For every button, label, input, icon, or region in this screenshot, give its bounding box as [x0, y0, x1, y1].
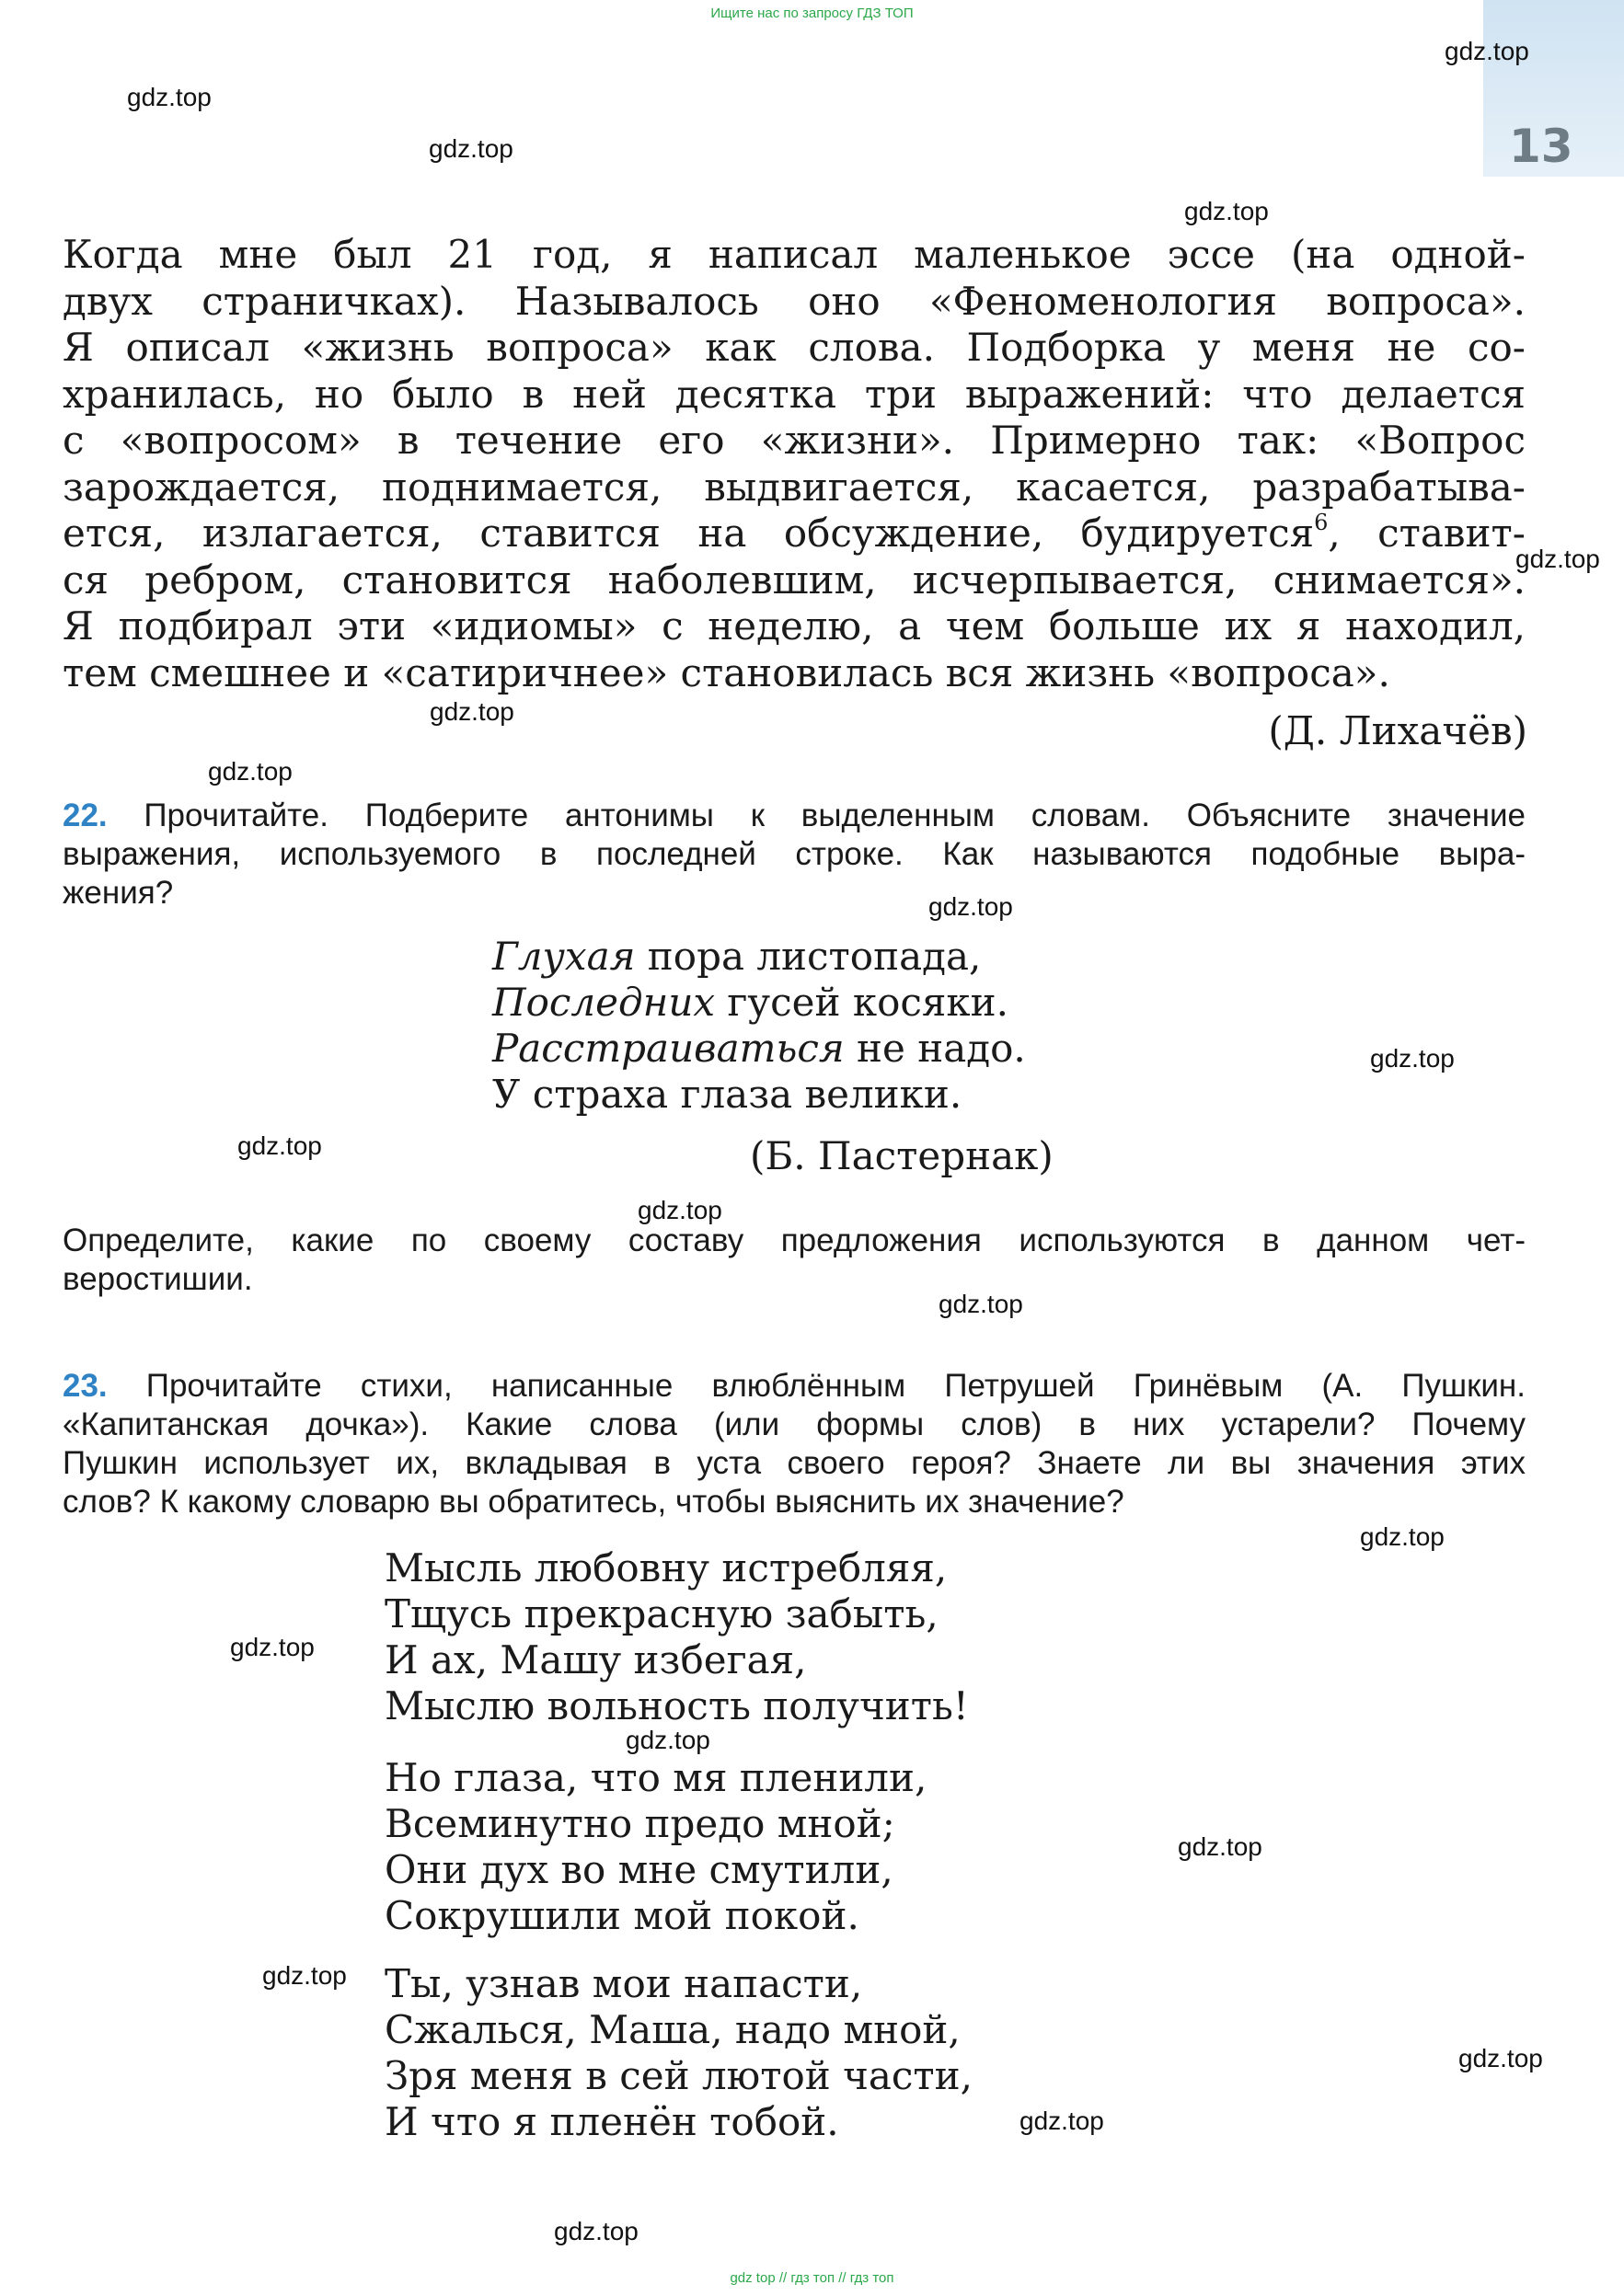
poem-pasternak	[492, 934, 1026, 1118]
poem-line: У страха глаза велики.	[492, 1072, 962, 1117]
watermark: gdz.top	[208, 757, 293, 786]
essay-author: (Д. Лихачёв)	[1268, 708, 1527, 753]
poem-line: И что я пленён тобой.	[385, 2099, 839, 2144]
watermark: gdz.top	[230, 1633, 315, 1661]
task-line	[63, 1367, 1526, 1406]
watermark: gdz.top	[262, 1961, 347, 1990]
highlighted-word: Расстраиваться	[492, 1026, 845, 1071]
task-text: Прочитайте. Подберите антонимы к выделенным словам. Объясните значение	[107, 798, 1526, 833]
task-text: Прочитайте стихи, написанные влюблённым Петрушей Гринёвым (А. Пушкин.	[107, 1368, 1526, 1404]
watermark: gdz.top	[554, 2217, 639, 2245]
essay-line: двух страничках). Называлось оно «Феноменология вопроса».	[63, 278, 1526, 324]
poem-line: Всеминутно предо мной;	[385, 1801, 895, 1846]
essay-line	[63, 511, 1526, 557]
poem-line: Сжалься, Маша, надо мной,	[385, 2007, 961, 2052]
watermark: gdz.top	[1178, 1832, 1262, 1861]
poem-line: Мыслю вольность получить!	[385, 1683, 969, 1728]
watermark: gdz.top	[626, 1726, 710, 1754]
task-line: Определите, какие по своему составу предложения используются в данном чет-	[63, 1223, 1526, 1258]
watermark: gdz.top	[430, 697, 514, 726]
poem-grinev-stanza	[385, 1755, 927, 1939]
watermark: gdz.top	[1445, 37, 1529, 65]
essay-line: Я описал «жизнь вопроса» как слова. Подборка у меня не со-	[63, 325, 1526, 370]
watermark: gdz.top	[638, 1196, 722, 1224]
highlighted-word: Последних	[492, 980, 716, 1025]
watermark: gdz.top	[1360, 1522, 1445, 1551]
task-line: жения?	[63, 875, 174, 911]
essay-line: зарождается, поднимается, выдвигается, касается, разрабатыва-	[63, 464, 1526, 510]
essay-line: ся ребром, становится наболевшим, исчерпывается, снимается».	[63, 557, 1526, 603]
poem-grinev-stanza	[385, 1961, 973, 2145]
task-line: слов? К какому словарю вы обратитесь, чтобы выяснить их значение?	[63, 1484, 1124, 1520]
poem-line	[492, 1026, 1026, 1072]
watermark: gdz.top	[1019, 2107, 1104, 2135]
task-line: «Капитанская дочка»). Какие слова (или формы слов) в них устарели? Почему	[63, 1406, 1526, 1442]
essay-line: хранилась, но было в ней десятка три выражений: что делается	[63, 371, 1526, 417]
task-number: 22.	[63, 798, 108, 833]
watermark: gdz.top	[1184, 197, 1269, 225]
task-line: веростишии.	[63, 1261, 253, 1297]
poem-line: Сокрушили мой покой.	[385, 1893, 859, 1938]
watermark: gdz.top	[1370, 1044, 1455, 1073]
poem-line: Зря меня в сей лютой части,	[385, 2053, 973, 2098]
watermark: gdz.top	[1458, 2044, 1543, 2072]
task-line: выражения, используемого в последней строке. Как называются подобные выра-	[63, 836, 1526, 872]
footnote-mark: 6	[1314, 510, 1329, 535]
poem-grinev-stanza	[385, 1545, 969, 1729]
poem-line: Мысль любовну истребляя,	[385, 1545, 948, 1590]
highlighted-word: Глухая	[492, 934, 636, 979]
poem-line	[492, 980, 1026, 1026]
essay-line: с «вопросом» в течение его «жизни». Примерно так: «Вопрос	[63, 418, 1526, 463]
essay-text	[63, 232, 1526, 696]
essay-line-part: ется, излагается, ставится на обсуждение, будируется	[63, 511, 1315, 556]
poem-line: Они дух во мне смутили,	[385, 1847, 893, 1892]
watermark: gdz.top	[1515, 545, 1600, 573]
task-line	[63, 797, 1526, 835]
poem-text: не надо.	[844, 1026, 1026, 1071]
poem-line: Тщусь прекрасную забыть,	[385, 1591, 939, 1636]
essay-line: Я подбирал эти «идиомы» с неделю, а чем больше их я находил,	[63, 603, 1526, 649]
page-number: 13	[1509, 120, 1573, 173]
essay-line-part: , ставит-	[1328, 511, 1526, 556]
task-line: Пушкин использует их, вкладывая в уста своего героя? Знаете ли вы значения этих	[63, 1445, 1526, 1481]
poem-line	[492, 934, 1026, 980]
watermark: gdz.top	[127, 83, 212, 111]
poem-line: И ах, Машу избегая,	[385, 1637, 807, 1682]
task-number: 23.	[63, 1368, 108, 1404]
top-notice: Ищите нас по запросу ГДЗ ТОП	[710, 6, 914, 21]
watermark: gdz.top	[939, 1290, 1023, 1318]
task-22-followup	[63, 1222, 1526, 1299]
watermark: gdz.top	[928, 892, 1013, 921]
poem-line: Ты, узнав мои напасти,	[385, 1961, 863, 2006]
poem-author: (Б. Пастернак)	[750, 1133, 1054, 1178]
essay-line: Когда мне был 21 год, я написал маленькое эссе (на одной-	[63, 232, 1526, 277]
watermark: gdz.top	[429, 134, 513, 163]
essay-line: тем смешнее и «сатиричнее» становилась вся жизнь «вопроса».	[63, 649, 1390, 695]
poem-line: Но глаза, что мя пленили,	[385, 1755, 927, 1800]
watermark: gdz.top	[237, 1131, 322, 1160]
bottom-notice: gdz top // гдз топ // гдз топ	[730, 2270, 894, 2286]
task-23	[63, 1367, 1526, 1521]
poem-text: гусей косяки.	[715, 980, 1008, 1025]
poem-text: пора листопада,	[635, 934, 982, 979]
task-22	[63, 797, 1526, 913]
